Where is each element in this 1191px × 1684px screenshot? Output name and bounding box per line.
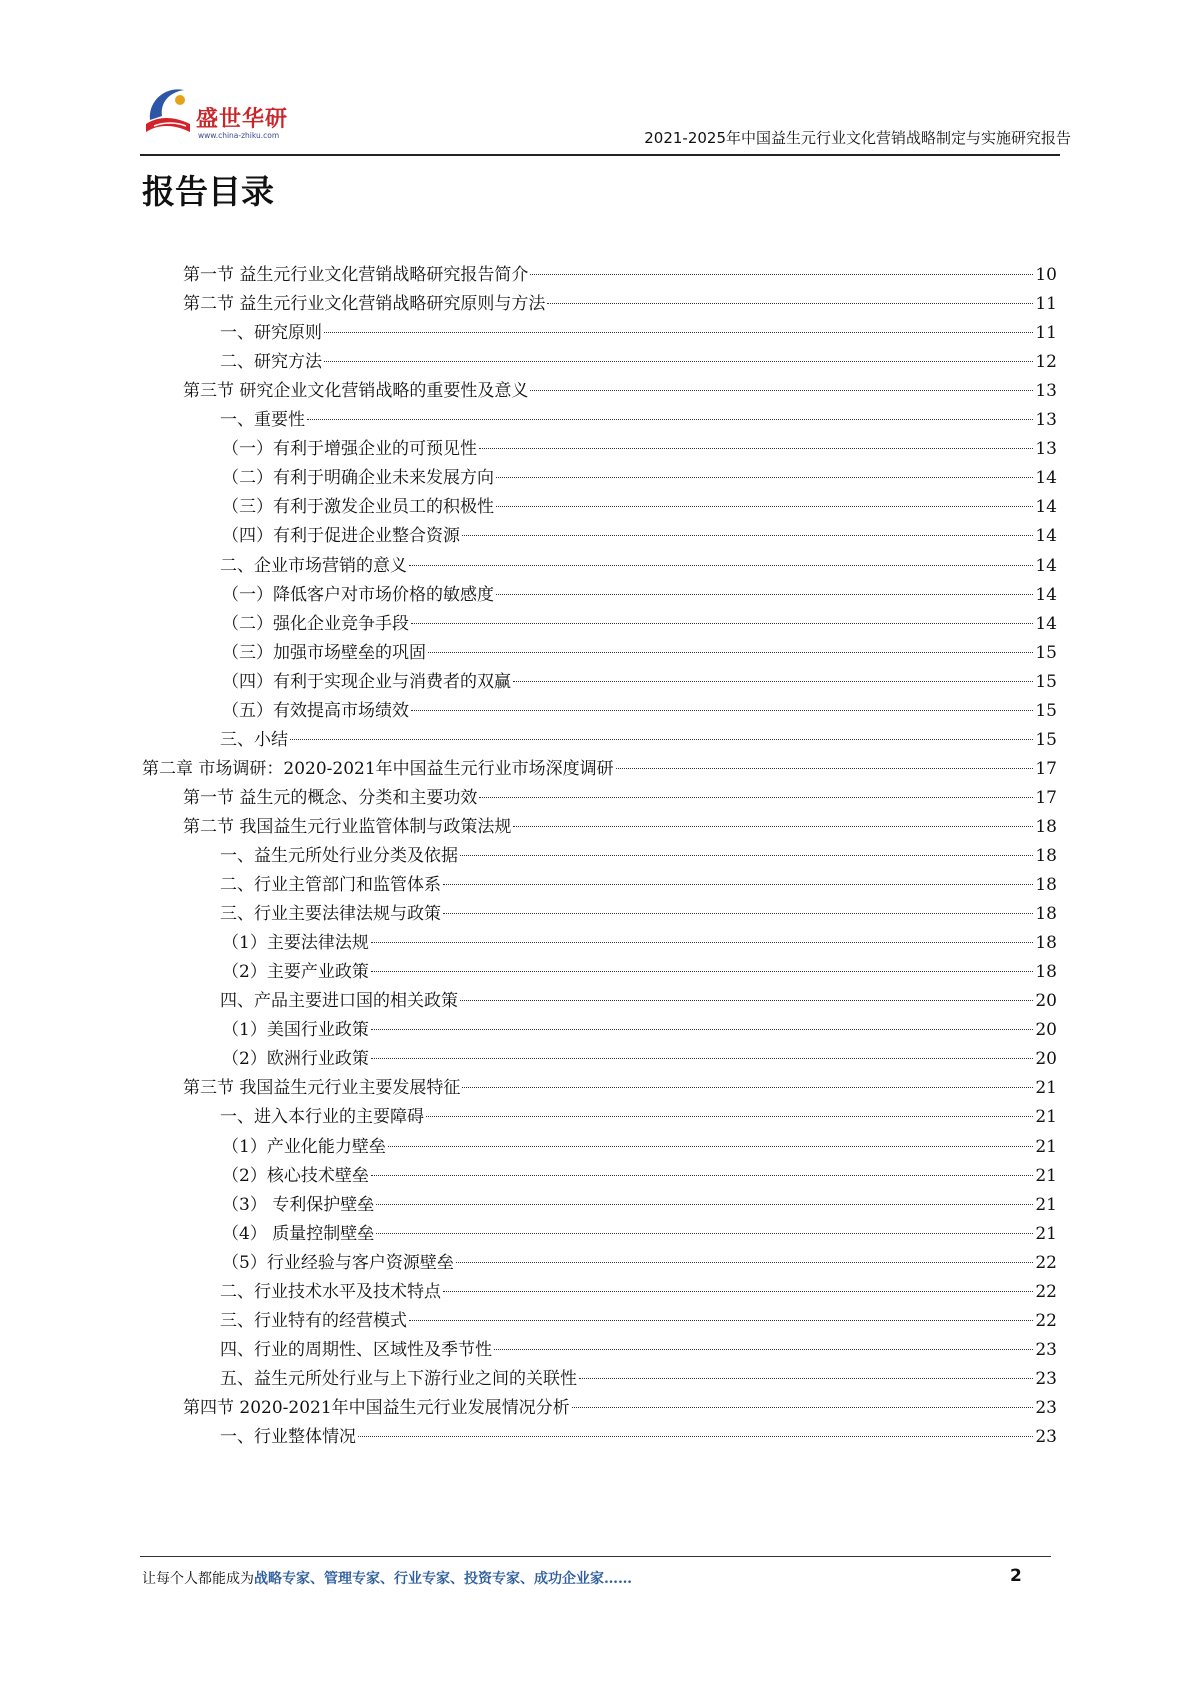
- toc-entry-label: 三、小结: [220, 729, 288, 750]
- toc-leader-dots: [462, 1087, 1033, 1088]
- toc-entry[interactable]: [183, 260, 1057, 291]
- toc-entry-label: 四、行业的周期性、区域性及季节性: [220, 1339, 492, 1360]
- toc-leader-dots: [579, 1378, 1033, 1379]
- toc-entry[interactable]: [220, 1335, 1057, 1366]
- toc-entry[interactable]: [222, 1015, 1057, 1046]
- toc-leader-dots: [616, 768, 1034, 769]
- toc-entry[interactable]: [222, 463, 1057, 494]
- toc-leader-dots: [324, 361, 1033, 362]
- toc-leader-dots: [456, 1262, 1034, 1263]
- toc-entry-label: （四）有利于促进企业整合资源: [222, 526, 460, 547]
- logo-url: www.china-zhiku.com: [198, 131, 280, 140]
- toc-leader-dots: [572, 1407, 1034, 1408]
- toc-entry[interactable]: [142, 754, 1057, 785]
- toc-entry-page: 13: [1035, 439, 1057, 460]
- toc-entry-label: （二）强化企业竞争手段: [222, 613, 409, 634]
- page-header: [0, 0, 1191, 160]
- toc-entry-page: 13: [1035, 410, 1057, 431]
- toc-entry-label: （3） 专利保护壁垒: [222, 1194, 375, 1215]
- toc-entry-label: 二、研究方法: [220, 352, 322, 373]
- toc-entry-page: 14: [1035, 555, 1057, 576]
- toc-leader-dots: [409, 1320, 1033, 1321]
- toc-entry[interactable]: [220, 551, 1057, 582]
- toc-entry[interactable]: [222, 1044, 1057, 1075]
- toc-entry-page: 18: [1035, 904, 1057, 925]
- toc-entry-label: （2）欧洲行业政策: [222, 1049, 369, 1070]
- toc-entry-page: 23: [1035, 1427, 1057, 1447]
- toc-entry-page: 23: [1035, 1397, 1057, 1418]
- toc-entry-page: 11: [1035, 294, 1057, 315]
- logo-emblem-icon: [140, 80, 200, 140]
- toc-entry-label: （4） 质量控制壁垒: [222, 1223, 375, 1244]
- toc-entry[interactable]: [220, 405, 1057, 436]
- toc-leader-dots: [496, 477, 1033, 478]
- toc-entry[interactable]: [222, 928, 1057, 959]
- toc-entry[interactable]: [220, 1422, 1057, 1453]
- toc-leader-dots: [443, 884, 1033, 885]
- toc-entry[interactable]: [220, 725, 1057, 756]
- toc-leader-dots: [496, 594, 1033, 595]
- toc-entry-label: 一、益生元所处行业分类及依据: [220, 846, 458, 866]
- toc-entry[interactable]: [222, 1132, 1057, 1163]
- logo-name: 盛世华研: [196, 107, 289, 132]
- toc-leader-dots: [371, 1058, 1034, 1059]
- toc-entry-page: 21: [1035, 1165, 1057, 1186]
- toc-entry-page: 15: [1035, 729, 1057, 750]
- toc-leader-dots: [409, 565, 1033, 566]
- toc-entry-label: （五）有效提高市场绩效: [222, 700, 409, 721]
- toc-entry[interactable]: [220, 870, 1057, 901]
- toc-leader-dots: [530, 390, 1033, 391]
- toc-leader-dots: [460, 855, 1033, 856]
- toc-entry-page: 23: [1035, 1368, 1057, 1389]
- slogan-highlight: 战略专家、管理专家、行业专家、投资专家、成功企业家……: [254, 1571, 632, 1587]
- toc-leader-dots: [290, 739, 1033, 740]
- toc-leader-dots: [371, 942, 1034, 943]
- toc-leader-dots: [371, 1175, 1034, 1176]
- toc-entry[interactable]: [222, 492, 1057, 523]
- toc-entry-page: 14: [1035, 613, 1057, 634]
- toc-entry-page: 21: [1035, 1136, 1057, 1157]
- toc-leader-dots: [494, 1349, 1033, 1350]
- toc-leader-dots: [443, 913, 1033, 914]
- toc-entry-label: （四）有利于实现企业与消费者的双赢: [222, 671, 511, 692]
- toc-entry[interactable]: [183, 376, 1057, 407]
- toc-entry-label: 第二节 益生元行业文化营销战略研究原则与方法: [183, 294, 546, 315]
- toc-entry-page: 12: [1035, 352, 1057, 373]
- toc-entry-page: 10: [1035, 265, 1057, 285]
- toc-entry[interactable]: [222, 667, 1057, 698]
- toc-entry-label: （1）产业化能力壁垒: [222, 1136, 386, 1157]
- toc-leader-dots: [530, 274, 1033, 275]
- toc-leader-dots: [388, 1146, 1034, 1147]
- toc-leader-dots: [496, 506, 1033, 507]
- toc-entry-page: 18: [1035, 846, 1057, 866]
- toc-leader-dots: [479, 797, 1033, 798]
- toc-entry[interactable]: [220, 1102, 1057, 1133]
- toc-entry-label: （三）有利于激发企业员工的积极性: [222, 497, 494, 518]
- toc-entry[interactable]: [222, 696, 1057, 727]
- toc-entry-page: 21: [1035, 1194, 1057, 1215]
- header-divider: [140, 154, 1060, 156]
- toc-entry-page: 18: [1035, 962, 1057, 983]
- toc-leader-dots: [460, 1000, 1033, 1001]
- toc-leader-dots: [462, 535, 1033, 536]
- toc-entry-page: 20: [1035, 1020, 1057, 1041]
- toc-entry-page: 17: [1035, 787, 1057, 808]
- toc-entry-label: （三）加强市场壁垒的巩固: [222, 642, 426, 663]
- toc-entry-label: 二、行业技术水平及技术特点: [220, 1281, 441, 1302]
- toc-entry-label: 五、益生元所处行业与上下游行业之间的关联性: [220, 1368, 577, 1389]
- toc-entry[interactable]: [222, 1248, 1057, 1279]
- toc-entry-page: 23: [1035, 1339, 1057, 1360]
- toc-entry[interactable]: [220, 1364, 1057, 1395]
- toc-leader-dots: [443, 1291, 1033, 1292]
- toc-entry[interactable]: [220, 841, 1057, 872]
- toc-leader-dots: [428, 652, 1033, 653]
- toc-entry-page: 14: [1035, 468, 1057, 489]
- toc-leader-dots: [426, 1116, 1033, 1117]
- toc-entry[interactable]: [183, 783, 1057, 814]
- toc-entry[interactable]: [183, 1393, 1057, 1424]
- toc-entry-label: 二、企业市场营销的意义: [220, 555, 407, 576]
- toc-entry-label: （5）行业经验与客户资源壁垒: [222, 1252, 454, 1273]
- toc-entry[interactable]: [183, 1073, 1057, 1104]
- toc-entry-label: 三、行业特有的经营模式: [220, 1310, 407, 1331]
- toc-entry-page: 18: [1035, 933, 1057, 954]
- toc-entry-label: 第四节 2020-2021年中国益生元行业发展情况分析: [183, 1397, 570, 1418]
- toc-entry[interactable]: [220, 899, 1057, 930]
- toc-entry-page: 20: [1035, 991, 1057, 1012]
- toc-entry-label: （1）主要法律法规: [222, 933, 369, 954]
- toc-leader-dots: [307, 419, 1033, 420]
- toc-entry[interactable]: [220, 318, 1057, 349]
- toc-entry-label: 第一节 益生元行业文化营销战略研究报告简介: [183, 265, 529, 285]
- toc-entry[interactable]: [222, 521, 1057, 552]
- toc-entry-page: 14: [1035, 584, 1057, 605]
- toc-leader-dots: [513, 826, 1033, 827]
- toc-entry-page: 18: [1035, 875, 1057, 896]
- toc-entry-label: （2）核心技术壁垒: [222, 1165, 369, 1186]
- toc-entry-page: 20: [1035, 1049, 1057, 1070]
- toc-entry-label: （2）主要产业政策: [222, 962, 369, 983]
- toc-entry[interactable]: [222, 434, 1057, 465]
- toc-leader-dots: [371, 1029, 1034, 1030]
- toc-entry[interactable]: [222, 580, 1057, 611]
- toc-entry-label: （一）有利于增强企业的可预见性: [222, 439, 477, 460]
- toc-entry-page: 17: [1035, 758, 1057, 779]
- toc-entry[interactable]: [222, 1190, 1057, 1221]
- toc-leader-dots: [411, 710, 1033, 711]
- toc-entry-label: 四、产品主要进口国的相关政策: [220, 991, 458, 1012]
- toc-entry-page: 21: [1035, 1078, 1057, 1099]
- toc-entry-page: 14: [1035, 497, 1057, 518]
- toc-leader-dots: [371, 971, 1034, 972]
- toc-entry[interactable]: [220, 986, 1057, 1017]
- toc-entry-label: 一、研究原则: [220, 323, 322, 344]
- toc-entry-page: 13: [1035, 381, 1057, 402]
- toc-entry[interactable]: [183, 289, 1057, 320]
- toc-entry-page: 21: [1035, 1107, 1057, 1128]
- toc-entry[interactable]: [220, 347, 1057, 378]
- toc-leader-dots: [547, 303, 1033, 304]
- toc-entry-page: 22: [1035, 1252, 1057, 1273]
- toc-leader-dots: [513, 681, 1033, 682]
- toc-entry-label: 二、行业主管部门和监管体系: [220, 875, 441, 896]
- page-number: 2: [1010, 1566, 1022, 1586]
- toc-entry[interactable]: [222, 1161, 1057, 1192]
- toc-entry-label: （一）降低客户对市场价格的敏感度: [222, 584, 494, 605]
- toc-entry-page: 14: [1035, 526, 1057, 547]
- toc-entry-label: 一、进入本行业的主要障碍: [220, 1107, 424, 1128]
- toc-entry-label: 第二章 市场调研：2020-2021年中国益生元行业市场深度调研: [142, 758, 614, 779]
- toc-entry-page: 22: [1035, 1281, 1057, 1302]
- toc-leader-dots: [376, 1233, 1033, 1234]
- footer-slogan: [142, 1568, 632, 1588]
- footer-divider: [140, 1556, 1051, 1557]
- toc-entry-label: 第三节 研究企业文化营销战略的重要性及意义: [183, 381, 529, 402]
- toc-entry-page: 18: [1035, 816, 1057, 837]
- toc-entry-page: 15: [1035, 700, 1057, 721]
- toc-entry-label: 三、行业主要法律法规与政策: [220, 904, 441, 925]
- toc-entry[interactable]: [222, 638, 1057, 669]
- toc-entry[interactable]: [220, 1277, 1057, 1308]
- company-logo: [140, 80, 320, 150]
- toc-entry-page: 15: [1035, 642, 1057, 663]
- toc-entry-page: 11: [1035, 323, 1057, 344]
- toc-entry-label: 第三节 我国益生元行业主要发展特征: [183, 1078, 461, 1099]
- toc-entry-label: 一、行业整体情况: [220, 1427, 356, 1447]
- toc-leader-dots: [411, 623, 1033, 624]
- report-title: 2021-2025年中国益生元行业文化营销战略制定与实施研究报告: [644, 129, 1071, 147]
- toc-entry-page: 15: [1035, 671, 1057, 692]
- toc-leader-dots: [376, 1204, 1033, 1205]
- toc-entry[interactable]: [183, 812, 1057, 843]
- toc-entry-label: 第二节 我国益生元行业监管体制与政策法规: [183, 816, 512, 837]
- toc-entry-page: 22: [1035, 1310, 1057, 1331]
- toc-leader-dots: [358, 1436, 1033, 1437]
- toc-entry[interactable]: [222, 1219, 1057, 1250]
- toc-leader-dots: [479, 448, 1033, 449]
- toc-entry-label: 一、重要性: [220, 410, 305, 431]
- toc-entry-label: （1）美国行业政策: [222, 1020, 369, 1041]
- toc-entry[interactable]: [222, 957, 1057, 988]
- toc-entry[interactable]: [222, 609, 1057, 640]
- toc-leader-dots: [324, 332, 1033, 333]
- toc-entry-label: （二）有利于明确企业未来发展方向: [222, 468, 494, 489]
- toc-entry[interactable]: [220, 1306, 1057, 1337]
- slogan-prefix: 让每个人都能成为: [142, 1571, 254, 1587]
- toc-entry-page: 21: [1035, 1223, 1057, 1244]
- toc-entry-label: 第一节 益生元的概念、分类和主要功效: [183, 787, 478, 808]
- page-title: 报告目录: [142, 172, 274, 211]
